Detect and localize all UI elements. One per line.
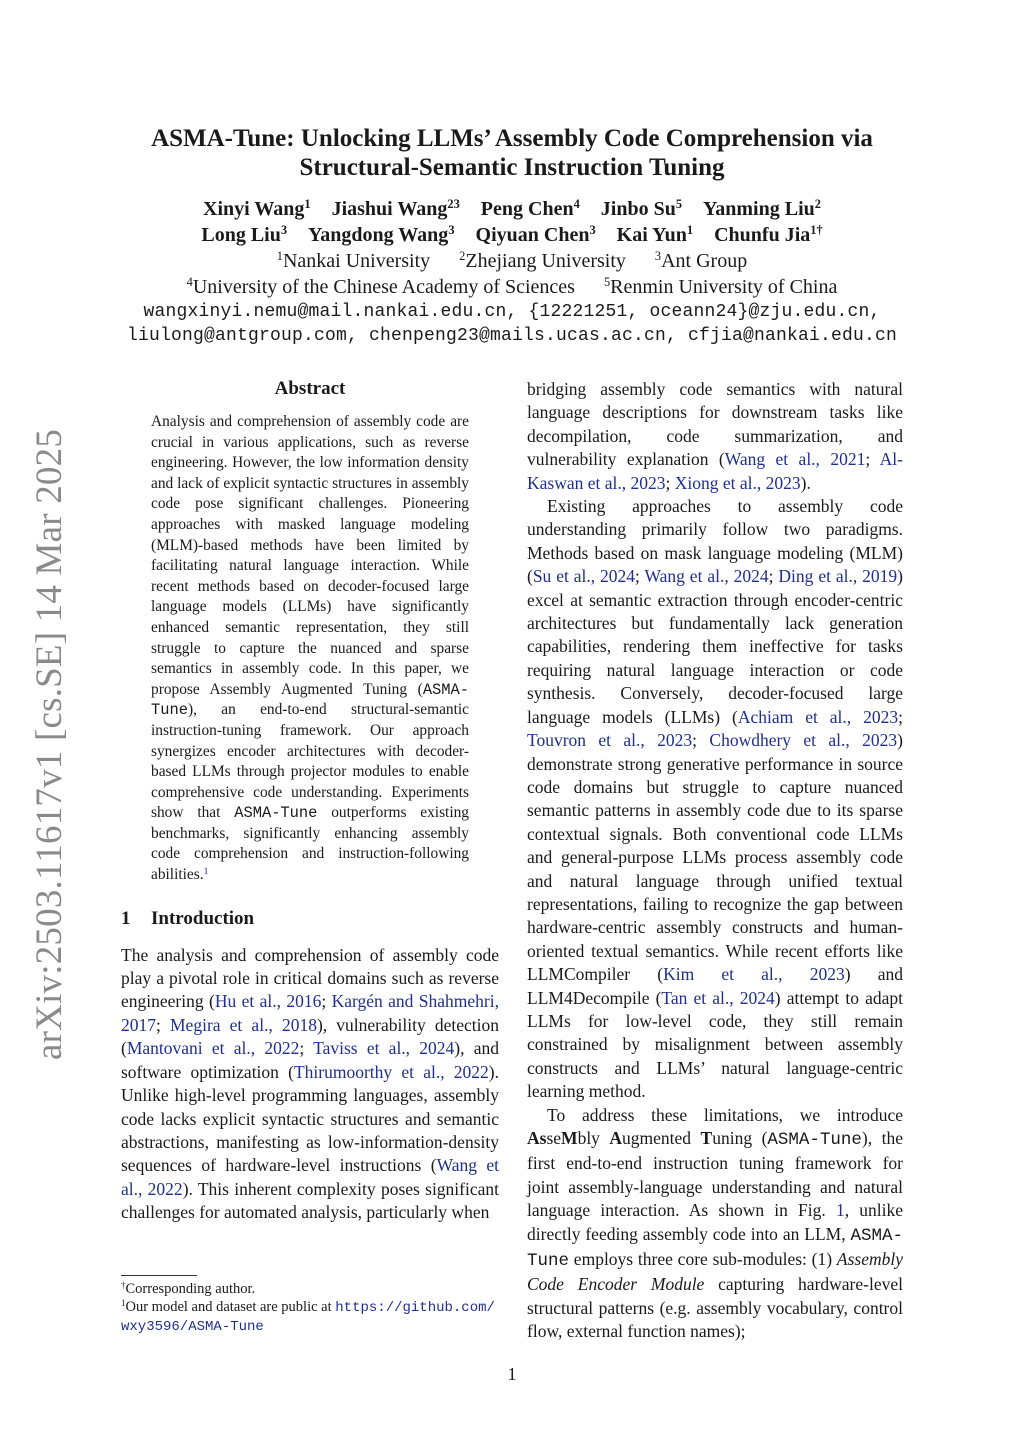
citation-link[interactable]: Wang et al., 2021 <box>724 449 866 470</box>
github-url-link[interactable]: https://github.com/wxy3596/ASMA-Tune <box>121 1300 495 1335</box>
author: Xinyi Wang$^1$ <box>203 197 311 220</box>
citation-link[interactable]: Touvron et al., 2023 <box>527 730 693 751</box>
citation-link[interactable]: Taviss et al., 2024 <box>313 1038 455 1059</box>
email-line-1: wangxinyi.nemu@mail.nankai.edu.cn, {12221251, oceann24}@zju.edu.cn, <box>143 302 881 322</box>
footnote-ref-1[interactable]: 1 <box>203 865 209 877</box>
citation-link[interactable]: Mantovani et al., 2022 <box>126 1038 300 1059</box>
author: Kai Yun$^1$ <box>616 223 694 246</box>
citation-link[interactable]: Chowdhery et al., 2023 <box>709 730 898 751</box>
page-number: 1 <box>507 1364 517 1384</box>
author: Peng Chen$^4$ <box>480 197 580 220</box>
author: Jinbo Su$^5$ <box>600 197 683 220</box>
affiliations-row-1 <box>62 248 962 274</box>
citation-link[interactable]: Kargén and Shahmehri, 2017 <box>121 991 499 1035</box>
author: Long Liu$^3$ <box>201 223 288 246</box>
code-asma-tune: ASMA-Tune <box>527 1225 903 1272</box>
affiliation: $^4$University of the Chinese Academy of Sciences <box>186 275 575 298</box>
code-asma-tune: ASMA-Tune <box>151 680 469 720</box>
citation-link[interactable]: Achiam et al., 2023 <box>737 706 899 727</box>
footnotes <box>121 1280 501 1336</box>
author: Chunfu Jia$^{1\dagger}$ <box>714 223 823 246</box>
citation-link[interactable]: Su et al., 2024 <box>532 566 636 587</box>
citation-link[interactable]: Kim et al., 2023 <box>663 964 845 985</box>
author-emails <box>62 300 962 348</box>
citation-link[interactable]: Ding et al., 2019 <box>778 566 898 587</box>
code-asma-tune: ASMA-Tune <box>234 804 318 823</box>
author-block <box>62 196 962 348</box>
citation-link[interactable]: Hu et al., 2016 <box>214 991 322 1012</box>
author: Yangdong Wang$^3$ <box>308 223 455 246</box>
figure-ref-link[interactable]: 1 <box>835 1200 845 1221</box>
intro-paragraph-3: To address these limitations, we introduce AsseMbly Augmented Tuning (ASMA-Tune), the first end-to-end instruction tuning framework for joint assembly-language understanding and natural language interaction. As shown in Fig. 1, unlike directly feeding assembly code into an LLM, ASMA-Tune employs three core sub-modules: (1) Assembly Code Encoder Module capturing hardware-level structural patterns (e.g. assembly vocabulary, control flow, external function names); <box>527 1104 903 1342</box>
citation-link[interactable]: Tan et al., 2024 <box>661 987 775 1008</box>
footnote-code-release: $^1$Our model and dataset are public at https://github.com/wxy3596/ASMA-Tune <box>121 1298 495 1335</box>
code-asma-tune: ASMA-Tune <box>767 1130 862 1150</box>
author: Qiyuan Chen$^3$ <box>475 223 596 246</box>
citation-link[interactable]: Xiong et al., 2023 <box>674 472 801 493</box>
right-column <box>527 378 903 1344</box>
intro-paragraph-1-continued: bridging assembly code semantics with natural language descriptions for downstream tasks like decompilation, code summarization, and vulnerability explanation (Wang et al., 2021; Al-Kaswan et al., 2023; Xiong et al., 2023). <box>527 379 903 493</box>
author: Jiashui Wang$^{23}$ <box>331 197 460 220</box>
author: Yanming Liu$^2$ <box>703 197 821 220</box>
intro-paragraph-2: Existing approaches to assembly code understanding primarily follow two paradigms. Methods based on mask language modeling (MLM) (Su et al., 2024; Wang et al., 2024; Ding et al., 2019) excel at semantic extraction through encoder-centric architectures but fundamentally lack generation capabilities, rendering them ineffective for tasks requiring natural language interaction or code synthesis. Conversely, decoder-focused large language models (LLMs) (Achiam et al., 2023; Touvron et al., 2023; Chowdhery et al., 2023) demonstrate strong generative performance in source code domains but struggle to capture nuanced semantic patterns in assembly code due to its sparse contextual signals. Both conventional code LLMs and general-purpose LLMs process assembly code and natural language through unified textual representations, failing to recognize the gap between hardware-centric assembly constructs and human-oriented textual semantics. While recent efforts like LLMCompiler (Kim et al., 2023) and LLM4Decompile (Tan et al., 2024) attempt to adapt LLMs for low-level code, they still remain constrained by misalignment between assembly constructs and LLMs’ natural language-centric learning method. <box>527 496 904 1102</box>
affiliation: $^3$Ant Group <box>654 249 748 272</box>
footnote-corresponding-author: †Corresponding author. <box>121 1280 256 1297</box>
affiliation: $^5$Renmin University of China <box>603 275 838 298</box>
citation-link[interactable]: Wang et al., 2022 <box>121 1155 499 1199</box>
author-names-row-2 <box>62 222 962 248</box>
email-line-2: liulong@antgroup.com, chenpeng23@mails.ucas.ac.cn, cfjia@nankai.edu.cn <box>126 326 898 346</box>
section-heading-introduction: 1 Introduction <box>121 907 255 929</box>
abstract-heading: Abstract <box>274 378 346 399</box>
affiliation: $^1$Nankai University <box>276 249 431 272</box>
left-column <box>121 378 499 1225</box>
footnote-divider <box>121 1275 197 1276</box>
title-line-2: Structural-Semantic Instruction Tuning <box>299 154 725 181</box>
affiliation: $^2$Zhejiang University <box>459 249 626 272</box>
citation-link[interactable]: Thirumoorthy et al., 2022 <box>293 1061 489 1082</box>
abstract-text: Analysis and comprehension of assembly code are crucial in various applications, such as reverse engineering. However, the low information density and lack of explicit syntactic structures in assembly code pose significant challenges. Pioneering approaches with masked language modeling (MLM)-based methods have been limited by facilitating natural language interaction. While recent methods based on decoder-focused large language models (LLMs) have significantly enhanced semantic representation, they still struggle to capture the nuanced and sparse semantics in assembly code. In this paper, we propose Assembly Augmented Tuning (ASMA-Tune), an end-to-end structural-semantic instruction-tuning framework. Our approach synergizes encoder architectures with decoder-based LLMs through projector modules to enable comprehensive code understanding. Experiments show that ASMA-Tune outperforms existing benchmarks, significantly enhancing assembly code comprehension and instruction-following abilities.$^1$ <box>151 413 469 884</box>
intro-paragraph-1: The analysis and comprehension of assembly code play a pivotal role in critical domains such as reverse engineering (Hu et al., 2016; Kargén and Shahmehri, 2017; Megira et al., 2018), vulnerability detection (Mantovani et al., 2022; Taviss et al., 2024), and software optimization (Thirumoorthy et al., 2022). Unlike high-level programming languages, assembly code lacks explicit syntactic structures and semantic abstractions, manifesting as low-information-density sequences of hardware-level instructions (Wang et al., 2022). This inherent complexity poses significant challenges for automated analysis, particularly when <box>121 944 499 1223</box>
citation-link[interactable]: Al-Kaswan et al., 2023 <box>527 449 903 493</box>
citation-link[interactable]: Wang et al., 2024 <box>644 566 769 587</box>
citation-link[interactable]: Megira et al., 2018 <box>170 1014 317 1035</box>
author-names-row-1 <box>62 196 962 222</box>
paper-title <box>112 124 912 182</box>
title-line-1: ASMA-Tune: Unlocking LLMs’ Assembly Code Comprehension via <box>151 125 873 152</box>
affiliations-row-2 <box>62 274 962 300</box>
arxiv-identifier-stamp: arXiv:2503.11617v1 [cs.SE] 14 Mar 2025 <box>29 428 70 1060</box>
